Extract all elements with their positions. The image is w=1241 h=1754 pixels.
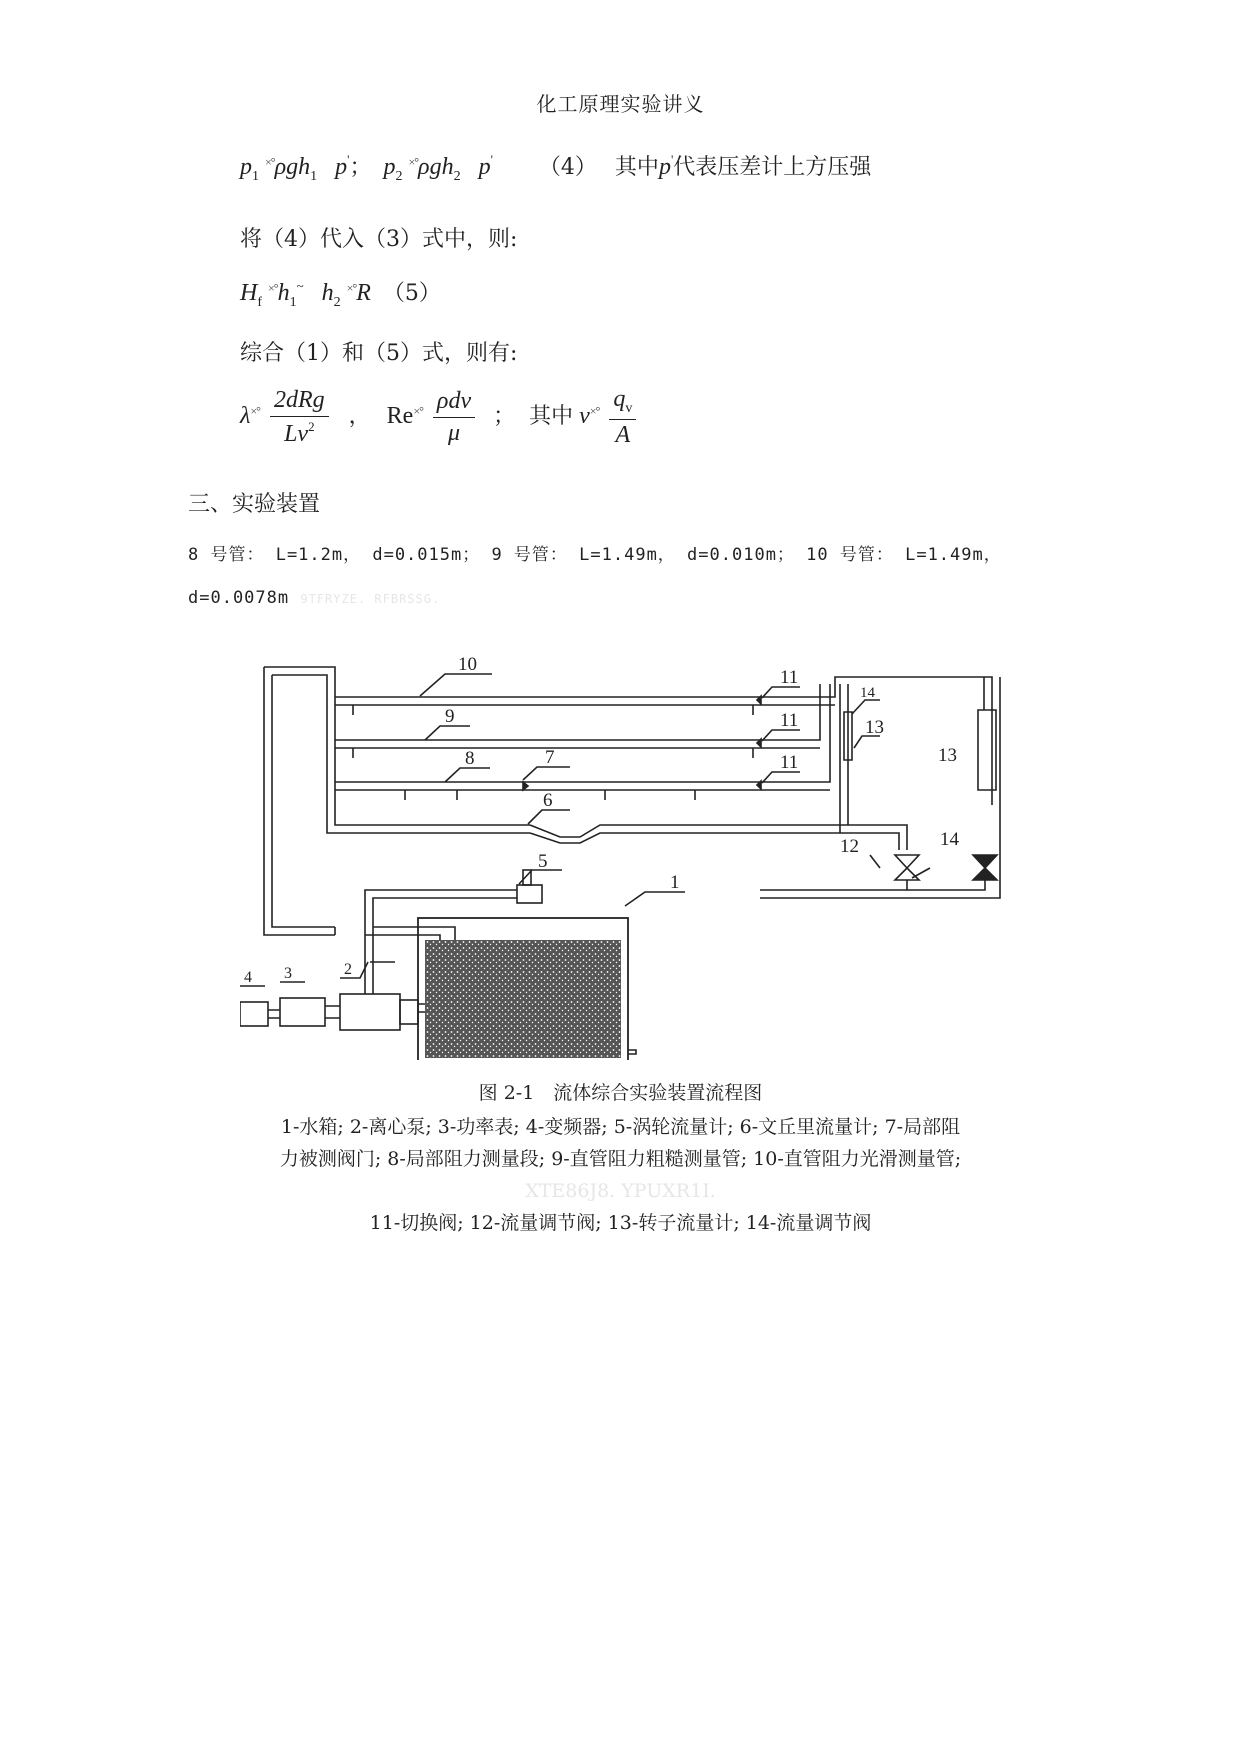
fraction-velocity: $\frac{q_v}{A}$ [609, 386, 636, 449]
equation-4-number: （4） [538, 155, 597, 180]
paragraph-substitute: 将（4）代入（3）式中，则: [240, 227, 518, 252]
fraction-reynolds: $\frac{\text{ρdv}}{\mu}$ [433, 388, 475, 447]
figure-legend-line-1: 1-水箱; 2-离心泵; 3-功率表; 4-变频器; 5-涡轮流量计; 6-文丘里流量计; 7-局部阻 [280, 1116, 961, 1138]
faint-watermark-text: 9TFRYZE. RFBRSSG. [300, 592, 441, 606]
equation-5: $H_f$ $^{\times^\circ}h_1^\sim$ $h_2$ ×°R （5） [240, 278, 441, 310]
pipe-specs-line-2: d=0.0078m 9TFRYZE. RFBRSSG. [188, 588, 441, 608]
section-title-apparatus: 三、实验装置 [188, 492, 321, 517]
apparatus-flow-diagram [240, 640, 1020, 1060]
diagram-label-11-a: 11 [780, 667, 799, 688]
diagram-label-5: 5 [538, 851, 548, 872]
pipe-specs-line-1: 8 号管： L=1.2m， d=0.015m； 9 号管： L=1.49m， d=0.010m； 10 号管： L=1.49m， [188, 545, 1002, 565]
diagram-label-12: 12 [840, 836, 859, 857]
diagram-label-9: 9 [445, 706, 455, 727]
faint-watermark-text-2: XTE86J8. YPUXR1I. [525, 1180, 716, 1202]
diagram-label-2: 2 [344, 961, 352, 978]
equation-5-number: （5） [382, 281, 441, 306]
diagram-label-4: 4 [244, 969, 252, 986]
diagram-label-3: 3 [284, 965, 292, 982]
page-header-title: 化工原理实验讲义 [536, 92, 705, 116]
diagram-label-8: 8 [465, 748, 475, 769]
diagram-label-13-a: 13 [865, 717, 884, 738]
diagram-label-7: 7 [545, 747, 555, 768]
diagram-label-14-b: 14 [940, 829, 959, 850]
diagram-label-1: 1 [670, 872, 680, 893]
diagram-label-14-a: 14 [860, 685, 875, 701]
equation-4: $p_1$ ×°ρgh$_1$ p'； $p_2$ ×°ρgh$_2$ p' （4） 其中p'代表压差计上方压强 [240, 152, 872, 184]
paragraph-combine: 综合（1）和（5）式，则有: [240, 341, 518, 366]
figure-legend-line-3: 11-切换阀; 12-流量调节阀; 13-转子流量计; 14-流量调节阀 [369, 1212, 872, 1234]
diagram-label-13-b: 13 [938, 745, 957, 766]
fraction-lambda: $\frac{\text{2dRg}}{Lv^2}$ [270, 387, 329, 448]
equation-final: λ×° $\frac{\text{2dRg}}{Lv^2}$ ， Re×° $\frac{\text{ρdv}}{\mu}$ ； 其中 v×° $\frac{q_v}{A}$ [240, 386, 640, 449]
figure-legend-line-2: 力被测阀门; 8-局部阻力测量段; 9-直管阻力粗糙测量管; 10-直管阻力光滑测量管; [279, 1148, 962, 1170]
diagram-label-10: 10 [458, 654, 477, 675]
diagram-label-6: 6 [543, 790, 553, 811]
diagram-label-11-b: 11 [780, 710, 799, 731]
figure-caption: 图 2-1 流体综合实验装置流程图 [478, 1082, 763, 1104]
diagram-label-11-c: 11 [780, 752, 799, 773]
